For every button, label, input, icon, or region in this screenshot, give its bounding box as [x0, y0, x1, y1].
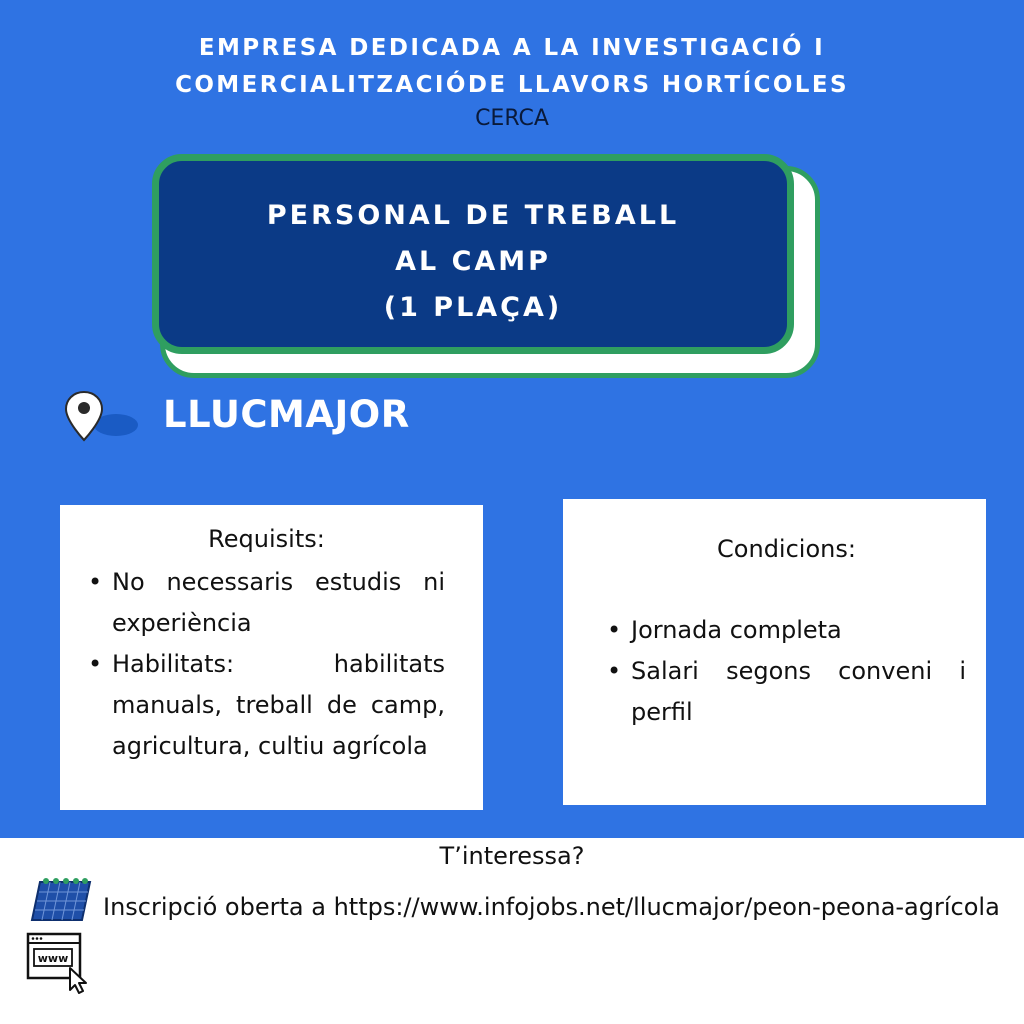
www-browser-icon [26, 930, 92, 994]
company-description [0, 30, 1024, 104]
company-line-1: EMPRESA DEDICADA A LA INVESTIGACIÓ I [198, 35, 826, 61]
list-item: • No necessaris estudis ni experiència [112, 562, 445, 644]
seeking-label: CERCA [475, 106, 549, 131]
www-icon-text: www [37, 952, 69, 965]
company-line-2: COMERCIALITZACIÓDE LLAVORS HORTÍCOLES [175, 72, 849, 98]
job-title-line-3: (1 PLAÇA) [383, 292, 563, 323]
list-item: • Salari segons conveni i perfil [631, 651, 966, 733]
location-city: LLUCMAJOR [163, 393, 410, 436]
conditions-heading: Condicions: [717, 535, 856, 563]
conditions-list [607, 610, 966, 733]
job-title-card [152, 154, 794, 354]
requirements-box [60, 505, 483, 810]
conditions-box [563, 499, 986, 805]
signup-text: Inscripció oberta a https://www.infojobs.net/llucmajor/peon-peona-agrícola [103, 893, 1000, 921]
job-title [159, 193, 787, 331]
map-pin-icon [60, 388, 144, 448]
job-title-line-2: AL CAMP [395, 246, 551, 277]
calendar-icon [30, 876, 92, 922]
list-item: • Jornada completa [631, 610, 966, 651]
requirements-heading: Requisits: [208, 525, 325, 553]
interest-question: T’interessa? [439, 842, 585, 870]
list-item: • Habilitats: habilitats manuals, treball de camp, agricultura, cultiu agrícola [112, 644, 445, 767]
requirements-list [88, 562, 445, 767]
job-title-line-1: PERSONAL DE TREBALL [266, 200, 680, 231]
